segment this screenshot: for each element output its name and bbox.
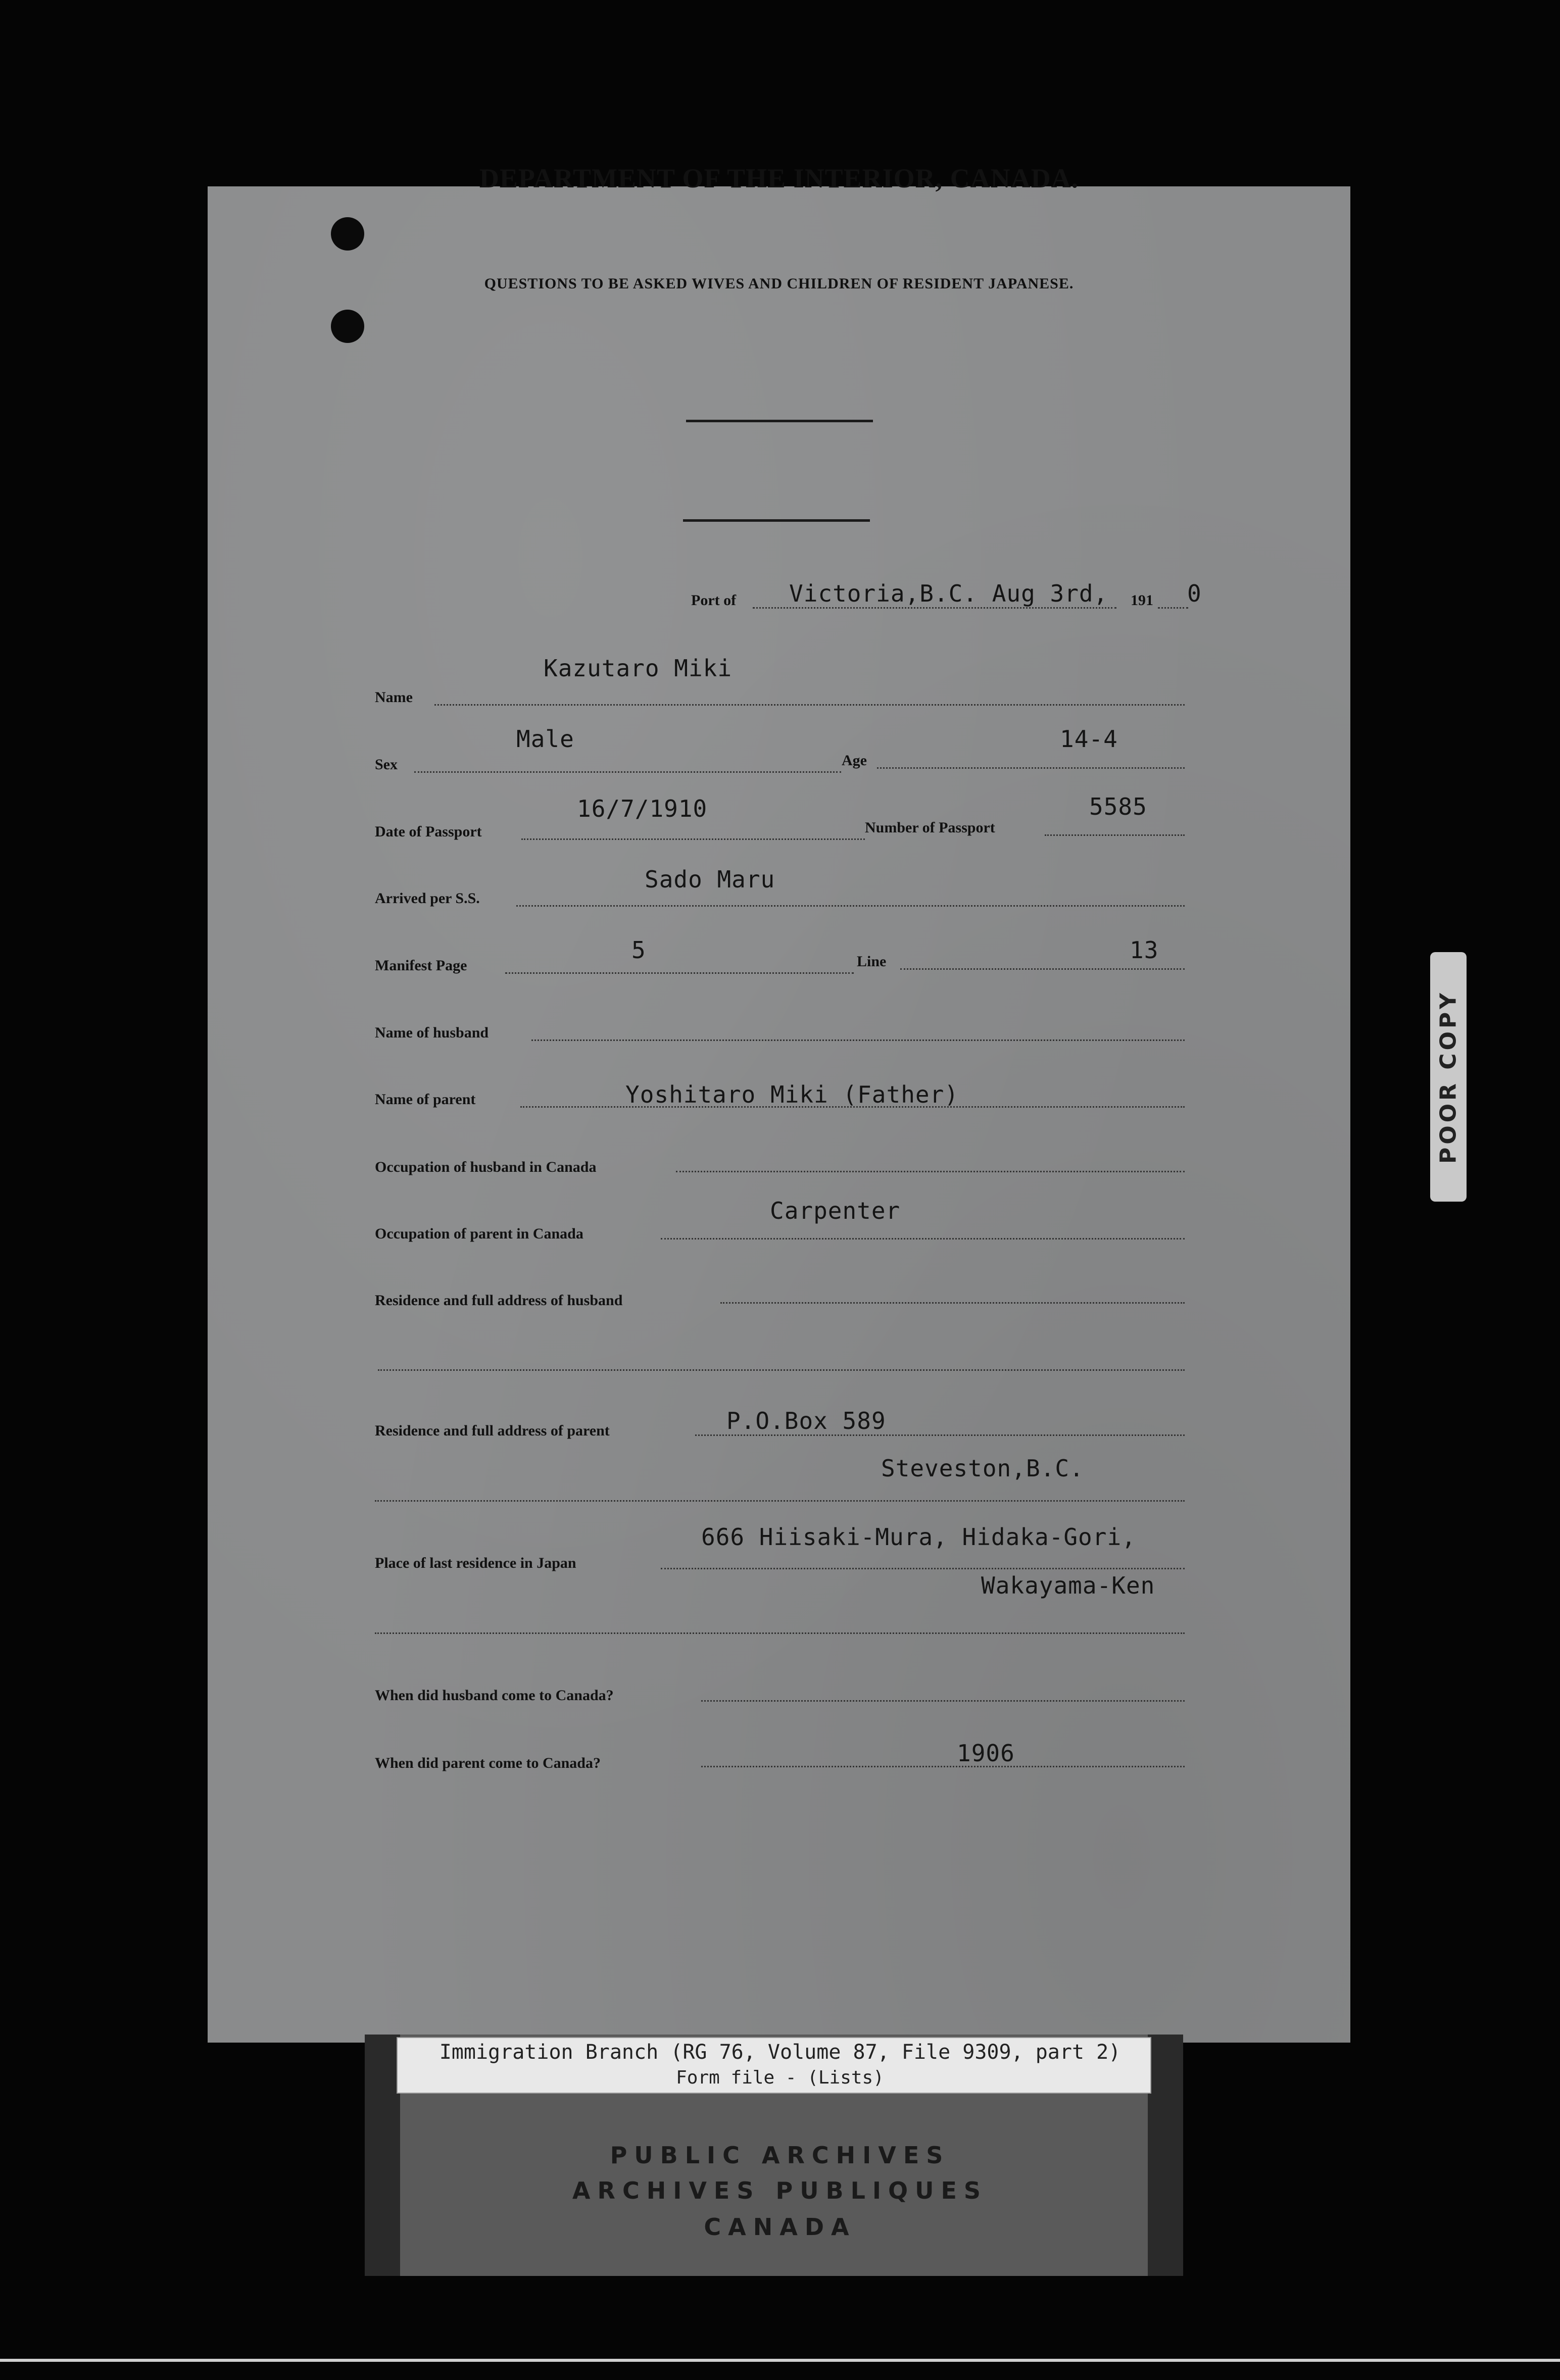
- arrived-value: Sado Maru: [645, 866, 775, 893]
- name-label: Name: [375, 689, 413, 706]
- port-line: [753, 607, 1116, 609]
- passport-number-value: 5585: [1089, 793, 1147, 820]
- line-label: Line: [857, 953, 887, 970]
- age-value: 14-4: [1060, 725, 1118, 753]
- archive-reference-line-1: Immigration Branch (RG 76, Volume 87, File 9309, part 2): [439, 2041, 1121, 2064]
- parent-came-line: [701, 1766, 1185, 1767]
- line-value: 13: [1130, 936, 1159, 964]
- parent-value: Yoshitaro Miki (Father): [625, 1081, 959, 1108]
- sex-label: Sex: [375, 756, 398, 773]
- husband-residence-line-1: [720, 1302, 1185, 1304]
- archive-name-en: PUBLIC ARCHIVES: [610, 2142, 950, 2169]
- port-label: Port of: [691, 592, 737, 609]
- poor-copy-text: POOR COPY: [1435, 989, 1461, 1164]
- parent-residence-label: Residence and full address of parent: [375, 1422, 610, 1439]
- port-value: Victoria,B.C. Aug 3rd,: [789, 580, 1108, 607]
- archive-reference-line-2: Form file - (Lists): [676, 2067, 884, 2088]
- form-subtitle: QUESTIONS TO BE ASKED WIVES AND CHILDREN OF RESIDENT JAPANESE.: [484, 275, 1074, 292]
- parent-occupation-line: [661, 1238, 1185, 1239]
- year-printed: 191: [1131, 592, 1153, 609]
- parent-residence-line-2: [375, 1500, 1185, 1502]
- husband-residence-line-2: [378, 1369, 1185, 1371]
- archive-country: CANADA: [704, 2213, 856, 2241]
- parent-came-label: When did parent come to Canada?: [375, 1755, 601, 1771]
- parent-residence-line-1: [695, 1434, 1185, 1436]
- poor-copy-stamp: [1430, 952, 1467, 1202]
- last-residence-line-2: [375, 1632, 1185, 1634]
- name-line: [434, 704, 1185, 706]
- husband-occupation-line: [676, 1171, 1185, 1172]
- husband-residence-label: Residence and full address of husband: [375, 1292, 623, 1309]
- husband-occupation-label: Occupation of husband in Canada: [375, 1159, 597, 1175]
- name-value: Kazutaro Miki: [544, 655, 733, 682]
- parent-came-value: 1906: [957, 1740, 1015, 1767]
- year-line: [1158, 607, 1188, 609]
- punch-hole-top: [331, 217, 364, 251]
- parent-occupation-value: Carpenter: [770, 1197, 901, 1224]
- husband-came-line: [701, 1700, 1185, 1702]
- passport-number-label: Number of Passport: [865, 819, 995, 836]
- parent-residence-value-1: P.O.Box 589: [726, 1407, 886, 1434]
- manifest-value: 5: [631, 936, 646, 964]
- last-residence-line-1: [661, 1568, 1185, 1569]
- parent-label: Name of parent: [375, 1091, 476, 1108]
- husband-line: [531, 1039, 1185, 1041]
- age-label: Age: [842, 752, 867, 769]
- sex-line: [414, 771, 841, 773]
- passport-date-line: [521, 838, 865, 840]
- year-typed: 0: [1187, 580, 1202, 607]
- age-line: [877, 767, 1185, 769]
- manifest-label: Manifest Page: [375, 957, 467, 974]
- film-frame-edge: [0, 2359, 1560, 2362]
- passport-date-label: Date of Passport: [375, 823, 482, 840]
- line-line: [900, 968, 1185, 970]
- husband-came-label: When did husband come to Canada?: [375, 1687, 614, 1704]
- parent-occupation-label: Occupation of parent in Canada: [375, 1225, 583, 1242]
- title-rule: [686, 420, 873, 422]
- passport-date-value: 16/7/1910: [577, 795, 708, 822]
- punch-hole-bottom: [331, 310, 364, 343]
- manifest-line: [505, 972, 854, 974]
- archive-name-fr: ARCHIVES PUBLIQUES: [572, 2177, 988, 2204]
- last-residence-value-2: Wakayama-Ken: [981, 1572, 1155, 1599]
- last-residence-value-1: 666 Hiisaki-Mura, Hidaka-Gori,: [701, 1523, 1136, 1551]
- subtitle-rule: [683, 519, 870, 522]
- arrived-line: [516, 905, 1185, 907]
- husband-label: Name of husband: [375, 1024, 489, 1041]
- form-title: DEPARTMENT OF THE INTERIOR, CANADA.: [479, 163, 1079, 193]
- last-residence-label: Place of last residence in Japan: [375, 1555, 576, 1571]
- arrived-label: Arrived per S.S.: [375, 890, 480, 907]
- parent-residence-value-2: Steveston,B.C.: [881, 1455, 1084, 1482]
- passport-number-line: [1045, 834, 1185, 836]
- sex-value: Male: [516, 725, 574, 753]
